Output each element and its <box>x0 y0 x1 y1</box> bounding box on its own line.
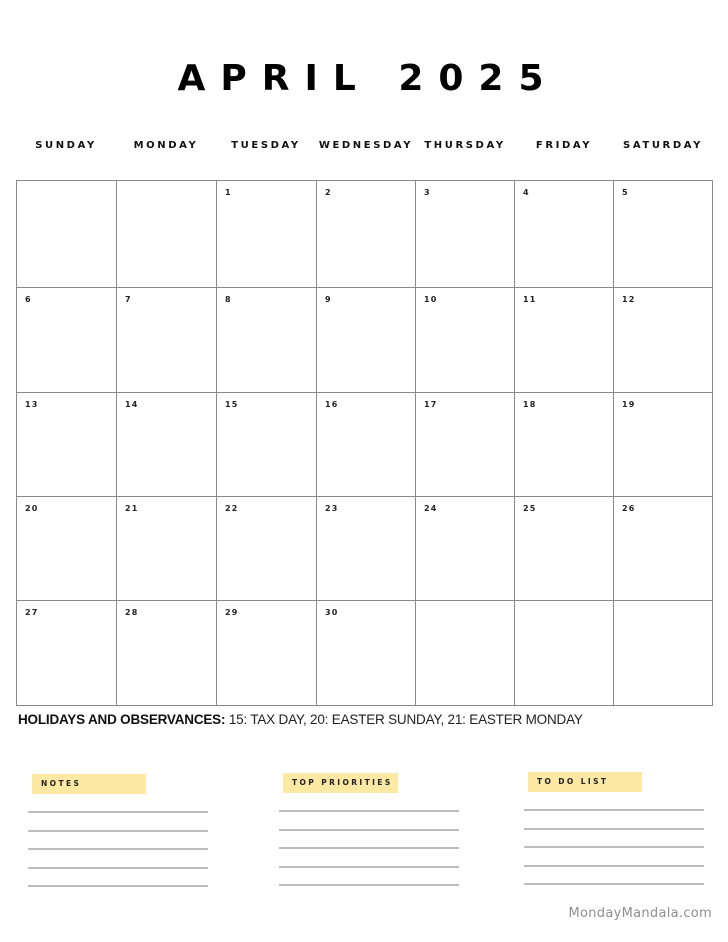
notes-label: NOTES <box>32 774 146 794</box>
day-number: 8 <box>225 295 232 304</box>
day-cell[interactable] <box>416 497 515 601</box>
day-cell[interactable] <box>317 601 416 705</box>
day-cell[interactable] <box>217 181 317 288</box>
weekday-tuesday: TUESDAY <box>231 140 301 151</box>
holidays-line <box>18 712 583 727</box>
day-cell[interactable] <box>614 497 712 601</box>
day-number: 24 <box>424 504 438 513</box>
day-number: 26 <box>622 504 636 513</box>
weekday-thursday: THURSDAY <box>424 140 506 151</box>
day-number: 19 <box>622 400 636 409</box>
day-number: 7 <box>125 295 132 304</box>
day-number: 30 <box>325 608 339 617</box>
writing-line[interactable] <box>524 828 704 830</box>
day-cell[interactable] <box>317 288 416 393</box>
day-number: 28 <box>125 608 139 617</box>
day-number: 5 <box>622 188 629 197</box>
calendar-grid <box>16 180 713 706</box>
day-number: 13 <box>25 400 39 409</box>
writing-line[interactable] <box>28 867 208 869</box>
writing-line[interactable] <box>279 866 459 868</box>
day-cell[interactable] <box>17 393 117 497</box>
writing-line[interactable] <box>524 865 704 867</box>
day-cell[interactable] <box>614 288 712 393</box>
day-cell[interactable] <box>416 601 515 705</box>
day-number: 6 <box>25 295 32 304</box>
day-cell[interactable] <box>217 393 317 497</box>
day-cell[interactable] <box>317 497 416 601</box>
day-cell[interactable] <box>317 393 416 497</box>
holidays-text: 15: TAX DAY, 20: EASTER SUNDAY, 21: EASTER MONDAY <box>225 712 583 727</box>
writing-line[interactable] <box>28 885 208 887</box>
weekday-saturday: SATURDAY <box>623 140 703 151</box>
day-cell[interactable] <box>217 497 317 601</box>
day-number: 9 <box>325 295 332 304</box>
day-cell[interactable] <box>416 181 515 288</box>
writing-line[interactable] <box>279 829 459 831</box>
day-cell[interactable] <box>515 497 614 601</box>
writing-line[interactable] <box>279 810 459 812</box>
day-number: 3 <box>424 188 431 197</box>
day-number: 4 <box>523 188 530 197</box>
day-number: 20 <box>25 504 39 513</box>
todo-label: TO DO LIST <box>528 772 642 792</box>
day-cell[interactable] <box>17 601 117 705</box>
writing-line[interactable] <box>524 809 704 811</box>
day-number: 18 <box>523 400 537 409</box>
priorities-label: TOP PRIORITIES <box>283 773 398 793</box>
day-cell[interactable] <box>317 181 416 288</box>
day-number: 10 <box>424 295 438 304</box>
day-number: 21 <box>125 504 139 513</box>
day-cell[interactable] <box>17 181 117 288</box>
day-cell[interactable] <box>117 601 217 705</box>
day-cell[interactable] <box>217 288 317 393</box>
writing-line[interactable] <box>28 811 208 813</box>
day-cell[interactable] <box>515 393 614 497</box>
writing-line[interactable] <box>524 883 704 885</box>
day-number: 2 <box>325 188 332 197</box>
day-number: 11 <box>523 295 537 304</box>
day-cell[interactable] <box>515 601 614 705</box>
day-cell[interactable] <box>117 288 217 393</box>
day-number: 15 <box>225 400 239 409</box>
day-cell[interactable] <box>217 601 317 705</box>
day-number: 27 <box>25 608 39 617</box>
weekday-friday: FRIDAY <box>535 140 593 151</box>
page-title: APRIL 2025 <box>177 58 559 99</box>
day-number: 17 <box>424 400 438 409</box>
writing-line[interactable] <box>28 830 208 832</box>
day-number: 23 <box>325 504 339 513</box>
day-cell[interactable] <box>416 393 515 497</box>
day-cell[interactable] <box>117 393 217 497</box>
day-number: 12 <box>622 295 636 304</box>
day-cell[interactable] <box>117 181 217 288</box>
day-cell[interactable] <box>515 288 614 393</box>
day-number: 1 <box>225 188 232 197</box>
weekday-monday: MONDAY <box>133 140 199 151</box>
day-cell[interactable] <box>416 288 515 393</box>
writing-line[interactable] <box>279 884 459 886</box>
day-cell[interactable] <box>614 393 712 497</box>
day-cell[interactable] <box>117 497 217 601</box>
holidays-label: HOLIDAYS AND OBSERVANCES: <box>18 712 226 727</box>
day-cell[interactable] <box>614 601 712 705</box>
day-number: 14 <box>125 400 139 409</box>
day-number: 22 <box>225 504 239 513</box>
writing-line[interactable] <box>28 848 208 850</box>
day-cell[interactable] <box>515 181 614 288</box>
day-cell[interactable] <box>17 288 117 393</box>
writing-line[interactable] <box>524 846 704 848</box>
day-number: 25 <box>523 504 537 513</box>
brand-watermark: MondayMandala.com <box>568 906 712 921</box>
day-number: 16 <box>325 400 339 409</box>
day-cell[interactable] <box>17 497 117 601</box>
day-number: 29 <box>225 608 239 617</box>
weekday-sunday: SUNDAY <box>35 140 97 151</box>
weekday-wednesday: WEDNESDAY <box>318 140 414 151</box>
writing-line[interactable] <box>279 847 459 849</box>
day-cell[interactable] <box>614 181 712 288</box>
